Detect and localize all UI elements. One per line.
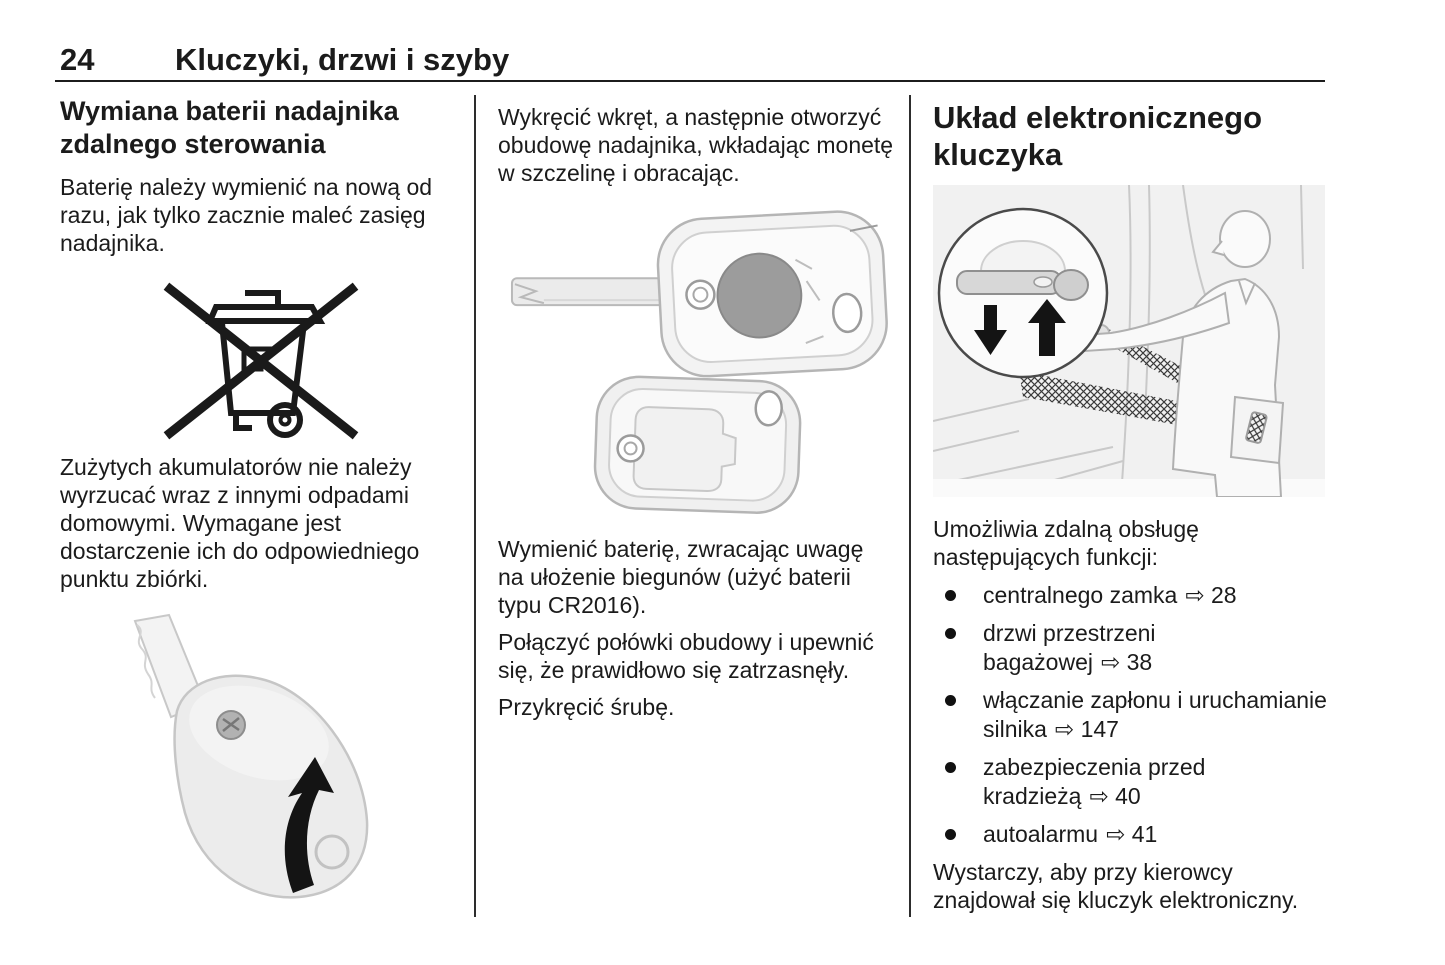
electronic-key-note-paragraph: Wystarczy, aby przy kierowcy znajdował się kluczyk elektroniczny.	[933, 859, 1299, 913]
housing-front-half	[656, 209, 889, 378]
section-heading-electronic-key: Układ elektronicznego kluczyka	[933, 100, 1263, 172]
section-heading-battery-replacement: Wymiana baterii nadajnika zdalnego sterowania	[60, 96, 399, 159]
battery-intro-paragraph: Baterię należy wymienić na nową od razu, jak tylko zacznie maleć zasięg nadajnika.	[60, 174, 433, 256]
housing-back-half	[594, 375, 802, 514]
step-close-paragraph: Połączyć połówki obudowy i upewnić się, że prawidłowo się zatrzasnęły.	[498, 629, 874, 683]
bullet-icon	[945, 628, 956, 639]
column-divider-1	[474, 95, 476, 917]
remote-functions-list	[933, 581, 1327, 849]
step-open-paragraph: Wykręcić wkręt, a następnie otworzyć obudowę nadajnika, wkładając monetę w szczelinę i obracając.	[498, 104, 894, 186]
page-reference: ⇨ 147	[1054, 716, 1119, 742]
page-reference: ⇨ 28	[1185, 582, 1237, 608]
page-reference: ⇨ 40	[1089, 783, 1141, 809]
remote-key-fob-image	[81, 607, 441, 907]
list-item-ignition-start: włączanie zapłonu i uruchamianie silnika ⇨ 147	[933, 686, 1327, 744]
electronic-key-scene-image	[933, 185, 1325, 497]
column-battery-replacement	[60, 95, 462, 907]
battery-disposal-paragraph: Zużytych akumulatorów nie należy wyrzucać wraz z innymi odpadami domowymi. Wymagane jest dostarczenie ich do odpowiedniego punktu zbiórki.	[60, 454, 420, 592]
bullet-icon	[945, 829, 956, 840]
page-number: 24	[60, 42, 95, 77]
header-rule	[55, 80, 1325, 82]
fob-screw	[217, 711, 245, 739]
electronic-key-intro-paragraph: Umożliwia zdalną obsługę następujących funkcji:	[933, 516, 1199, 570]
list-item-alarm: autoalarmu ⇨ 41	[933, 820, 1327, 849]
bullet-icon	[945, 695, 956, 706]
chapter-title: Kluczyki, drzwi i szyby	[175, 42, 510, 77]
bullet-icon	[945, 762, 956, 773]
bullet-icon	[945, 590, 956, 601]
list-item-load-compartment: drzwi przestrzeni bagażowej ⇨ 38	[933, 619, 1327, 677]
list-item-central-locking: centralnego zamka ⇨ 28	[933, 581, 1327, 610]
list-item-anti-theft: zabezpieczenia przed kradzieżą ⇨ 40	[933, 753, 1327, 811]
column-electronic-key	[933, 95, 1327, 914]
column-divider-2	[909, 95, 911, 917]
handle-inset-magnifier	[939, 209, 1107, 377]
page-reference: ⇨ 41	[1106, 821, 1158, 847]
step-replace-paragraph: Wymienić baterię, zwracając uwagę na ułożenie biegunów (użyć baterii typu CR2016).	[498, 536, 864, 618]
weee-crossed-out-bin-icon	[156, 273, 366, 445]
opened-transmitter-housing-image	[498, 199, 894, 517]
column-battery-steps	[498, 95, 894, 721]
key-blade-horizontal	[512, 278, 668, 305]
page-reference: ⇨ 38	[1100, 649, 1153, 675]
step-screw-paragraph: Przykręcić śrubę.	[498, 694, 675, 720]
